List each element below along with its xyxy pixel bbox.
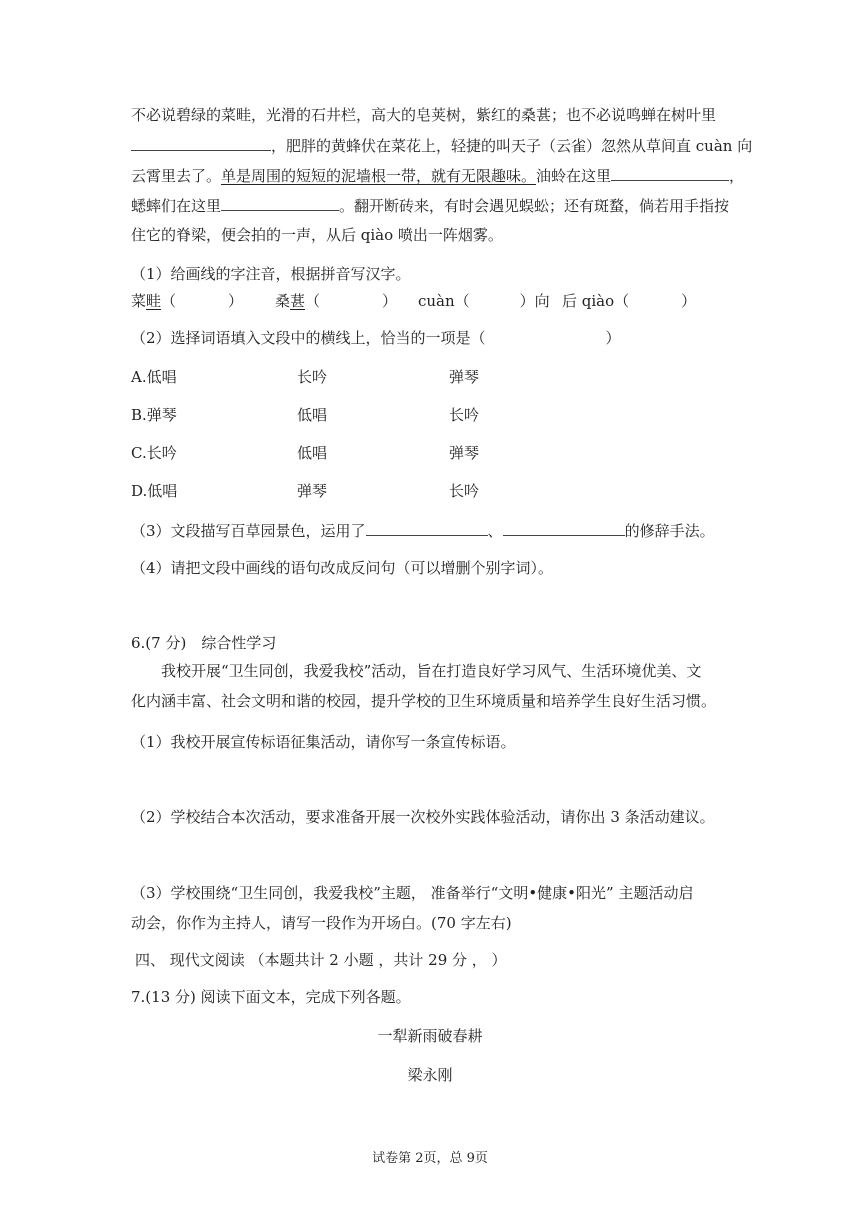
total-pages: 9 bbox=[466, 1151, 475, 1166]
option-d-word-3: 长吟 bbox=[449, 482, 480, 500]
option-b-letter[interactable]: B.弹琴 bbox=[131, 406, 177, 424]
option-d-letter[interactable]: D.低唱 bbox=[131, 482, 178, 500]
article-title: 一犁新雨破春耕 bbox=[377, 1027, 483, 1045]
section-6-question-2: （2）学校结合本次活动，要求准备开展一次校外实践体验活动，请你出 3 条活动建议。 bbox=[131, 808, 715, 826]
option-b-word-2: 低唱 bbox=[297, 406, 328, 424]
option-a-letter[interactable]: A.低唱 bbox=[131, 368, 177, 386]
section-6-question-3b: 动会，你作为主持人，请写一段作为开场白。(70 字左右) bbox=[131, 914, 512, 932]
passage-line-2: ，肥胖的黄蜂伏在菜花上，轻捷的叫天子（云雀）忽然从草间直 cuàn 向 bbox=[131, 134, 752, 157]
page-footer: 试卷第 2页，总 9页 bbox=[372, 1151, 488, 1166]
passage-line-5: 住它的脊梁，便会拍的一声，从后 qiào 喷出一阵烟雾。 bbox=[131, 226, 503, 244]
answer-blank[interactable] bbox=[611, 164, 729, 181]
q1-item-caiqi: 菜畦（ ） bbox=[131, 292, 244, 310]
section-7-title: 7.(13 分) 阅读下面文本，完成下列各题。 bbox=[131, 988, 411, 1006]
answer-blank[interactable] bbox=[503, 519, 625, 536]
option-b-word-3: 长吟 bbox=[449, 406, 480, 424]
passage-line-1: 不必说碧绿的菜畦，光滑的石井栏，高大的皂荚树，紫红的桑葚；也不必说鸣蝉在树叶里 bbox=[131, 106, 717, 124]
option-d-word-2: 弹琴 bbox=[297, 482, 328, 500]
option-c-letter[interactable]: C.长吟 bbox=[131, 444, 177, 462]
question-1-label: （1）给画线的字注音，根据拼音写汉字。 bbox=[131, 265, 411, 283]
section-6-title: 6.(7 分) 综合性学习 bbox=[131, 634, 277, 652]
q1-item-qiao: 后 qiào（ ） bbox=[562, 292, 697, 310]
section-6-para-2: 化内涵丰富、社会文明和谐的校园，提升学校的卫生环境质量和培养学生良好生活习惯。 bbox=[131, 692, 717, 710]
option-a-word-3: 弹琴 bbox=[449, 368, 480, 386]
underlined-sentence: 单是周围的短短的泥墙根一带，就有无限趣味。 bbox=[221, 167, 537, 185]
question-3: （3）文段描写百草园景色，运用了 、 的修辞手法。 bbox=[131, 519, 715, 542]
section-4-title: 四、 现代文阅读 （本题共计 2 小题 ，共计 29 分 ， ） bbox=[135, 951, 507, 969]
page-number: 2 bbox=[415, 1151, 424, 1166]
answer-blank[interactable] bbox=[131, 134, 271, 151]
question-4: （4）请把文段中画线的语句改成反问句（可以增删个别字词）。 bbox=[131, 559, 554, 577]
section-6-question-3a: （3）学校围绕“卫生同创，我爱我校”主题， 准备举行“文明•健康•阳光” 主题活动启 bbox=[131, 884, 694, 902]
q1-item-cuan: cuàn（ ）向 bbox=[418, 292, 550, 310]
option-a-word-2: 长吟 bbox=[297, 368, 328, 386]
option-c-word-3: 弹琴 bbox=[449, 444, 480, 462]
answer-blank[interactable] bbox=[221, 194, 339, 211]
section-6-question-1: （1）我校开展宣传标语征集活动，请你写一条宣传标语。 bbox=[131, 733, 516, 751]
passage-line-4: 蟋蟀们在这里 。翻开断砖来，有时会遇见蜈蚣；还有斑蝥，倘若用手指按 bbox=[131, 194, 729, 217]
article-author: 梁永刚 bbox=[407, 1066, 453, 1084]
option-c-word-2: 低唱 bbox=[297, 444, 328, 462]
section-6-para-1: 我校开展“卫生同创，我爱我校”活动，旨在打造良好学习风气、生活环境优美、文 bbox=[161, 662, 702, 680]
q1-item-sangshen: 桑葚（ ） bbox=[275, 292, 398, 310]
question-2-label: （2）选择词语填入文段中的横线上，恰当的一项是（ ） bbox=[131, 329, 621, 347]
answer-blank[interactable] bbox=[366, 519, 488, 536]
passage-line-3: 云霄里去了。单是周围的短短的泥墙根一带，就有无限趣味。油蛉在这里 ， bbox=[131, 164, 744, 187]
